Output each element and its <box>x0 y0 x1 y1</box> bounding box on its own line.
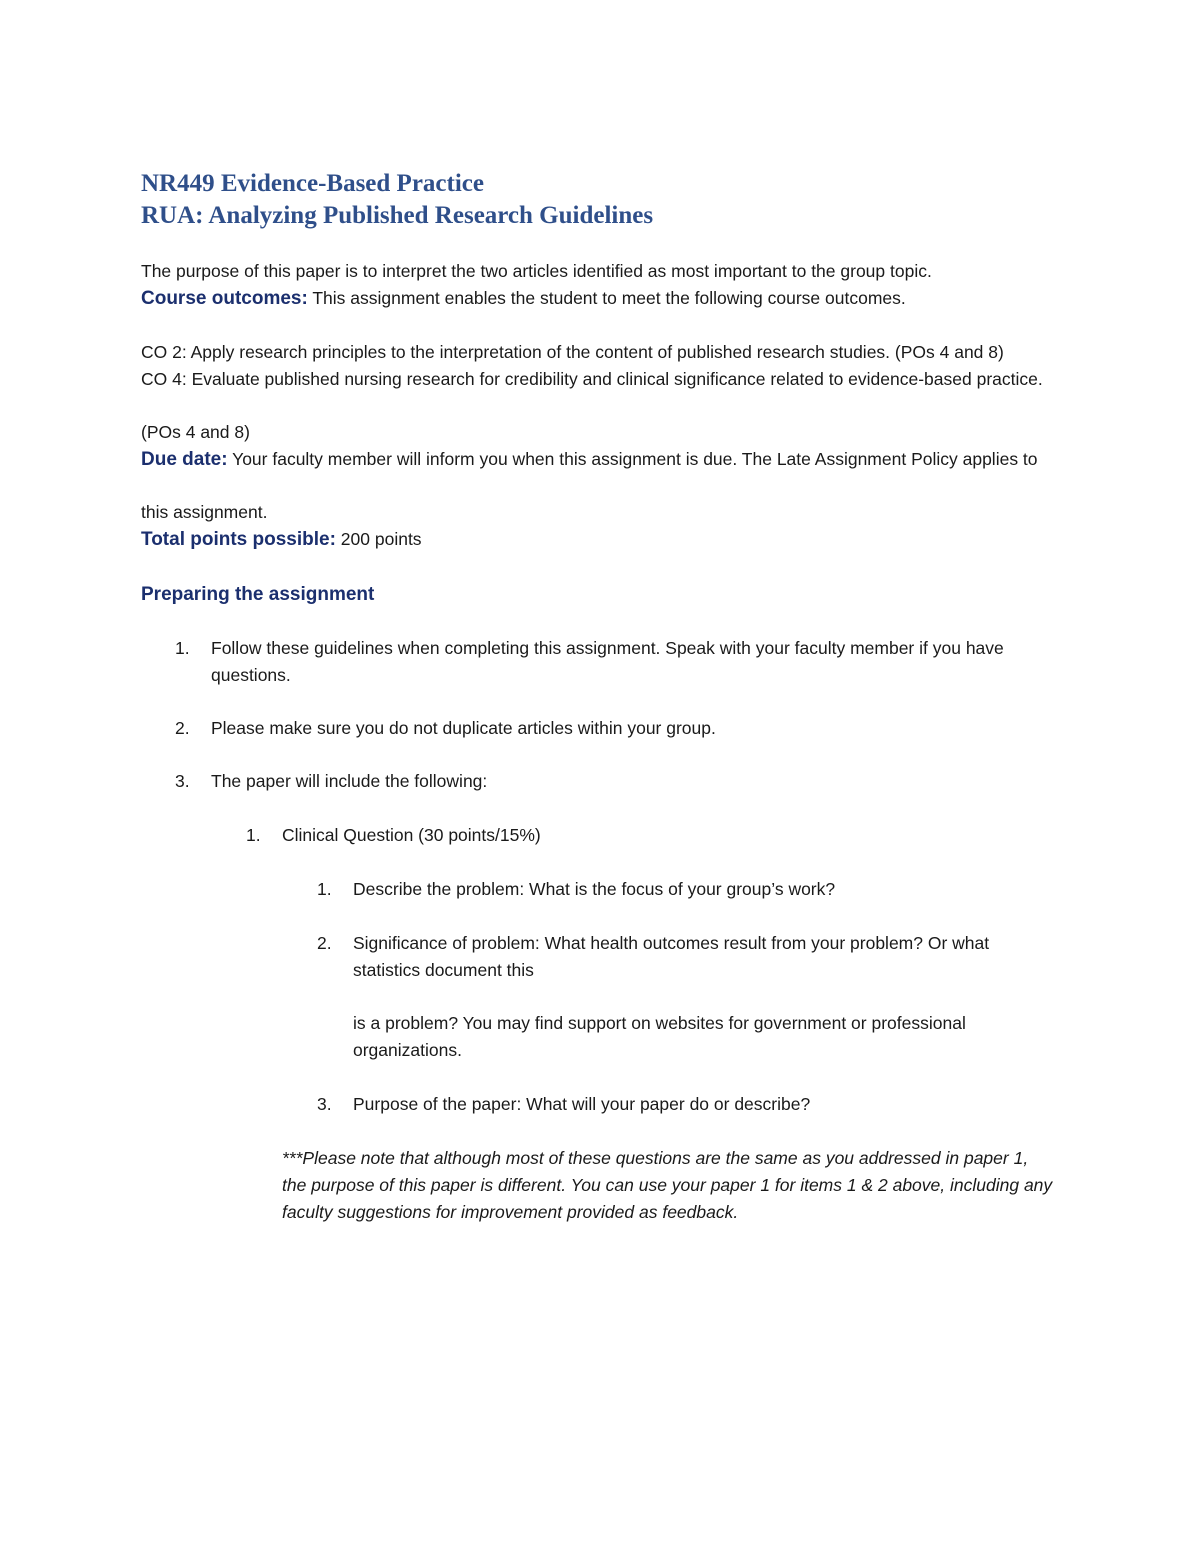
due-date-text: Your faculty member will inform you when this assignment is due. The Late Assignment Policy applies to <box>227 449 1038 469</box>
subitem-text: Significance of problem: What health outcomes result from your problem? Or what statistics document this <box>353 933 990 980</box>
purpose-text: The purpose of this paper is to interpret the two articles identified as most important to the group topic. <box>141 261 932 281</box>
preparing-heading: Preparing the assignment <box>141 584 375 605</box>
list-item <box>141 715 1071 742</box>
subsection-item <box>141 822 1071 849</box>
document-title-line2: RUA: Analyzing Published Research Guidelines <box>141 202 654 229</box>
document-page <box>141 168 1071 1226</box>
course-outcomes-paragraph <box>141 285 1071 312</box>
subitem <box>141 876 1071 903</box>
co4-text: CO 4: Evaluate published nursing research for credibility and clinical significance related to evidence-based practice. <box>141 369 1043 389</box>
subitem-number: 1. <box>317 879 332 899</box>
list-number: 2. <box>175 718 190 738</box>
list-item-text: Follow these guidelines when completing this assignment. Speak with your faculty member if you have questions. <box>211 638 1004 685</box>
total-points-label: Total points possible: <box>141 529 336 550</box>
list-item-text: Please make sure you do not duplicate articles within your group. <box>211 718 716 738</box>
total-points-paragraph <box>141 526 1071 553</box>
course-outcomes-text: This assignment enables the student to meet the following course outcomes. <box>307 288 906 308</box>
co2-text: CO 2: Apply research principles to the interpretation of the content of published research studies. (POs 4 and 8) <box>141 342 1004 362</box>
pos-text: (POs 4 and 8) <box>141 422 250 442</box>
list-number: 1. <box>175 638 190 658</box>
subitem <box>141 1091 1071 1118</box>
subitem <box>141 930 1071 984</box>
subitem-number: 3. <box>317 1094 332 1114</box>
due-date-label: Due date: <box>141 449 228 470</box>
subsection-text: Clinical Question (30 points/15%) <box>282 825 541 845</box>
list-item <box>141 768 1071 795</box>
total-points-text: 200 points <box>335 529 422 549</box>
list-item <box>141 635 1071 689</box>
subitem-text: Purpose of the paper: What will your paper do or describe? <box>353 1094 811 1114</box>
document-title-line1: NR449 Evidence-Based Practice <box>141 170 484 197</box>
subitem-text: Describe the problem: What is the focus of your group’s work? <box>353 879 836 899</box>
due-date-continued: this assignment. <box>141 502 268 522</box>
course-outcomes-label: Course outcomes: <box>141 288 308 309</box>
subitem-number: 2. <box>317 933 332 953</box>
subsection-number: 1. <box>246 825 261 845</box>
note-text: ***Please note that although most of these questions are the same as you addressed in paper 1, the purpose of this paper is different. You can use your paper 1 for items 1 & 2 above, including any faculty suggestions for improvement provided as feedback. <box>282 1148 1053 1222</box>
list-number: 3. <box>175 771 190 791</box>
list-item-text: The paper will include the following: <box>211 771 488 791</box>
subitem-continued-text: is a problem? You may find support on websites for government or professional organizations. <box>353 1013 966 1060</box>
due-date-paragraph <box>141 446 1071 473</box>
subitem-continued <box>141 1010 1071 1064</box>
